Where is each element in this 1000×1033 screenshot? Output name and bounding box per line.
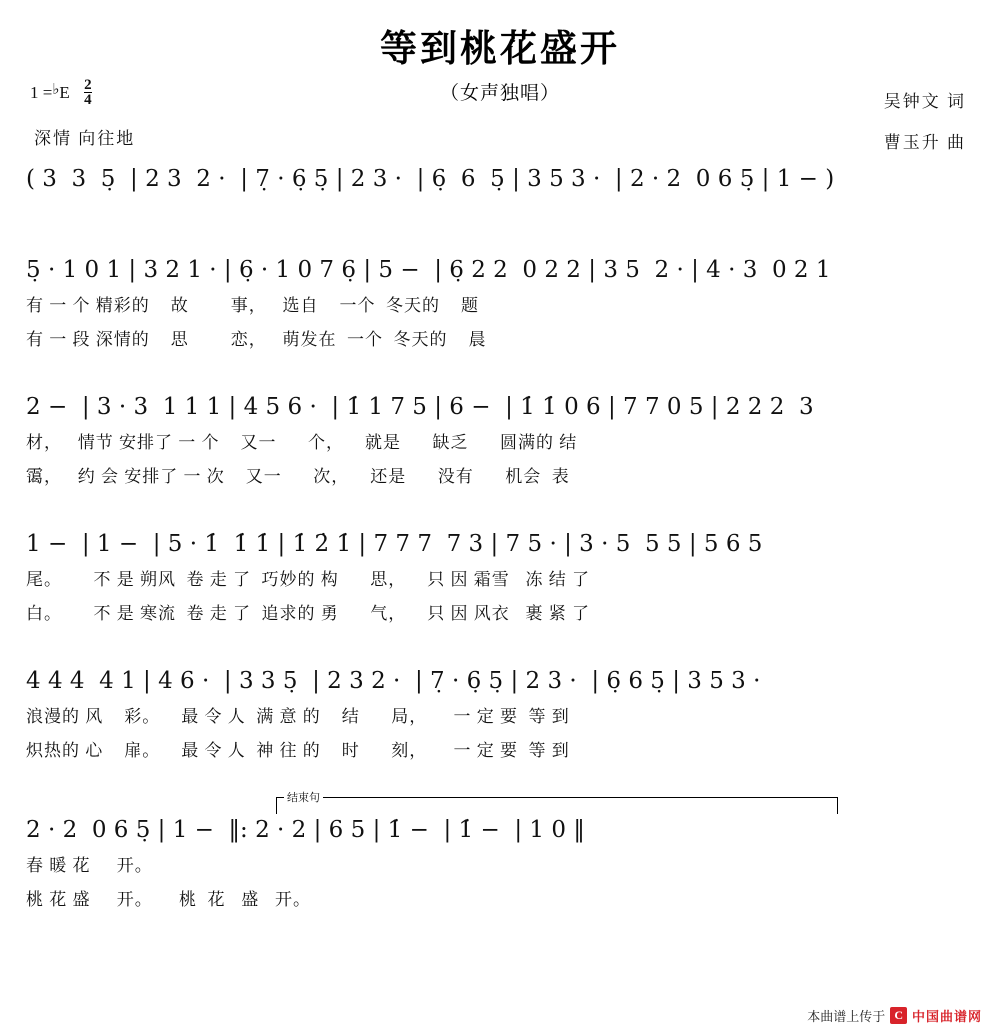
footer-uploaded-by: 本曲谱上传于 bbox=[807, 1009, 886, 1024]
key-note: E bbox=[59, 83, 70, 103]
lyric-text: 桃 花 盛 开。 桃 花 盛 开。 bbox=[26, 890, 311, 909]
lyric-line-2 bbox=[26, 325, 974, 350]
notation-text: ( 3 3 5̣ | 2 3 2 · | 7̣ · 6̣ 5̣ | 2 3 · | 6̣ 6 5̣ | 3 5 3 · | 2 · 2 0 6 5̣ | 1 − ) bbox=[26, 166, 835, 192]
lyric-text: 炽热的 心 扉。 最 令 人 神 往 的 时 刻， 一 定 要 等 到 bbox=[26, 741, 570, 760]
key-time-signature bbox=[30, 78, 92, 108]
notation-line bbox=[26, 533, 974, 556]
lyric-line-1 bbox=[26, 428, 974, 453]
lyric-line-1 bbox=[26, 851, 974, 876]
lyric-text: 有 一 段 深情的 思 恋， 萌发在 一个 冬天的 晨 bbox=[26, 330, 487, 349]
notation-text: 2 · 2 0 6 5̣ | 1 − ‖: 2 · 2 | 6 5 | 1̇ − | 1̇ − | 1 0 ‖ bbox=[26, 817, 585, 843]
site-logo-icon: C bbox=[890, 1007, 907, 1024]
notation-line bbox=[26, 670, 974, 693]
lyric-line-1 bbox=[26, 702, 974, 727]
flat-symbol: ♭ bbox=[52, 82, 60, 99]
page-title: 等到桃花盛开 bbox=[380, 26, 620, 70]
music-system-4 bbox=[26, 533, 974, 624]
music-system-5 bbox=[26, 670, 974, 761]
music-system-1 bbox=[26, 168, 974, 191]
lyric-text: 材， 情节 安排了 一 个 又一 个， 就是 缺乏 圆满的 结 bbox=[26, 433, 578, 452]
lyric-text: 霭， 约 会 安排了 一 次 又一 次， 还是 没有 机会 表 bbox=[26, 467, 570, 486]
notation-line bbox=[26, 819, 974, 842]
footer-credit bbox=[807, 1006, 982, 1025]
ending-bracket bbox=[276, 797, 838, 814]
music-system-3 bbox=[26, 396, 974, 487]
time-denominator: 4 bbox=[84, 92, 92, 109]
expression-marking: 深情 向往地 bbox=[34, 129, 136, 148]
notation-text: 5̣ · 1 0 1 | 3 2 1 · | 6̣ · 1 0 7 6̣ | 5 − | 6̣ 2 2 0 2 2 | 3 5 2 · | 4 · 3 0 2 1 bbox=[26, 257, 831, 283]
music-system-6 bbox=[26, 792, 974, 910]
site-name[interactable]: 中国曲谱网 bbox=[911, 1009, 982, 1024]
notation-line bbox=[26, 396, 974, 419]
key-signature bbox=[30, 82, 70, 103]
lyric-line-1 bbox=[26, 565, 974, 590]
lyric-line-2 bbox=[26, 599, 974, 624]
time-signature bbox=[84, 78, 92, 108]
lyric-text: 白。 不 是 寒流 卷 走 了 追求的 勇 气， 只 因 风衣 裹 紧 了 bbox=[26, 604, 590, 623]
lyric-line-1 bbox=[26, 291, 974, 316]
lyricist: 吴钟文 词 bbox=[883, 92, 966, 111]
lyric-line-2 bbox=[26, 462, 974, 487]
lyric-text: 春 暖 花 开。 bbox=[26, 856, 153, 875]
notation-line bbox=[26, 259, 974, 282]
notation-line bbox=[26, 168, 974, 191]
composer: 曹玉升 曲 bbox=[883, 132, 966, 152]
music-system-2 bbox=[26, 259, 974, 350]
notation-text: 1 − | 1 − | 5 · 1̇ 1̇ 1̇ | 1̇ 2̇ 1̇ | 7 7 7 7 3 | 7 5 · | 3 · 5 5 5 | 5 6 5 bbox=[26, 531, 763, 557]
lyric-text: 浪漫的 风 彩。 最 令 人 满 意 的 结 局， 一 定 要 等 到 bbox=[26, 707, 570, 726]
credits bbox=[884, 82, 966, 164]
key-label: 1 = bbox=[30, 83, 53, 103]
lyric-line-2 bbox=[26, 736, 974, 761]
ending-label: 结束句 bbox=[284, 789, 323, 805]
notation-text: 2 − | 3 · 3 1 1 1 | 4 5 6 · | 1̇ 1 7 5 | 6 − | 1̇ 1̇ 0 6 | 7 7 0 5 | 2 2 2 3 bbox=[26, 394, 814, 420]
notation-text: 4 4 4 4 1 | 4 6 · | 3 3 5̣ | 2 3 2 · | 7̣ · 6̣ 5̣ | 2 3 · | 6̣ 6 5̣ | 3 5 3 · bbox=[26, 668, 761, 694]
lyric-line-2 bbox=[26, 885, 974, 910]
time-numerator: 2 bbox=[84, 77, 92, 93]
lyric-text: 有 一 个 精彩的 故 事， 选自 一个 冬天的 题 bbox=[26, 296, 479, 315]
lyric-text: 尾。 不 是 朔风 卷 走 了 巧妙的 构 思， 只 因 霜雪 冻 结 了 bbox=[26, 570, 590, 589]
subtitle: （女声独唱） bbox=[439, 83, 560, 104]
